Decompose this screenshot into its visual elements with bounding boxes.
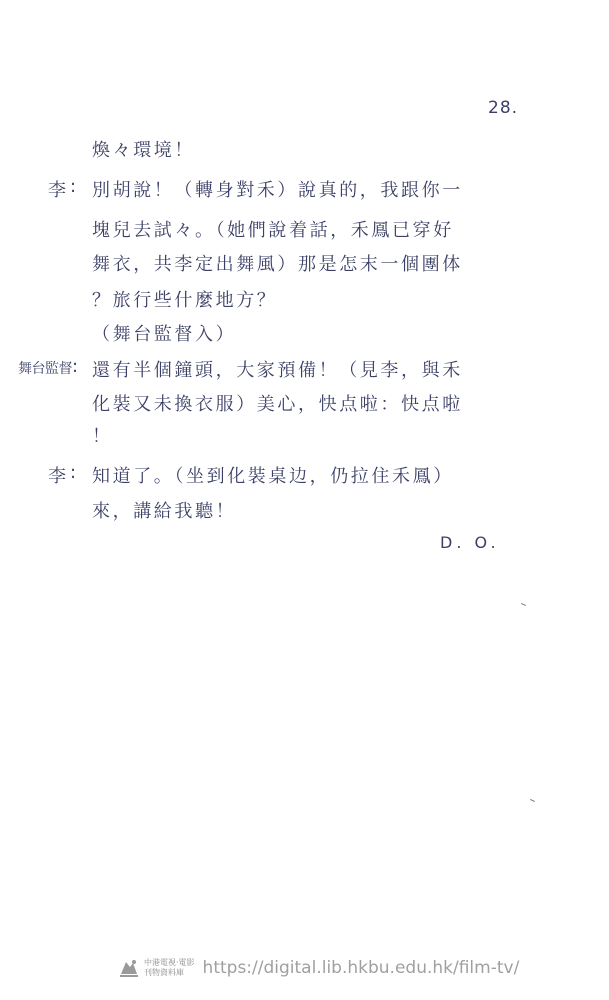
signoff: D. O. [440, 533, 500, 552]
stage-direction: （舞台監督入） [92, 324, 237, 345]
script-line: 還有半個鐘頭，大家預備！（見李，與禾 [92, 360, 463, 381]
footer-watermark [118, 955, 519, 981]
speaker-colon: : [72, 356, 79, 377]
archive-url-link[interactable]: https://digital.lib.hkbu.edu.hk/film-tv/ [202, 958, 520, 978]
script-line: 化裝又未換衣服）美心，快点啦：快点啦 [92, 394, 463, 415]
speaker-label: 李 [48, 180, 66, 201]
script-line: 別胡說！（轉身對禾）說真的，我跟你一 [92, 180, 463, 201]
archive-name-line1: 中港電視‧電影 [144, 958, 195, 967]
archive-name-line2: 刊物資料庫 [144, 968, 184, 977]
script-line: ？旅行些什麼地方？ [92, 290, 278, 311]
script-line: 知道了。（坐到化裝桌边，仍拉住禾鳳） [92, 466, 454, 487]
script-line: ！ [92, 426, 113, 447]
speaker-colon: : [70, 176, 77, 197]
archive-name [144, 958, 195, 978]
speaker-label: 舞台監督 [18, 361, 72, 377]
archive-logo-icon [118, 957, 140, 979]
script-line: 煥々環境！ [92, 140, 195, 161]
page-number: 28. [488, 98, 519, 118]
paper-speck [530, 799, 535, 802]
speaker-colon: : [70, 462, 77, 483]
paper-speck [521, 603, 526, 606]
script-line: 來，講給我聽！ [92, 501, 237, 522]
speaker-label: 李 [48, 466, 66, 487]
script-line: 舞衣，共李定出舞風）那是怎末一個團体 [92, 254, 463, 275]
script-line: 塊兒去試々。（她們說着話，禾鳳已穿好 [92, 220, 454, 241]
